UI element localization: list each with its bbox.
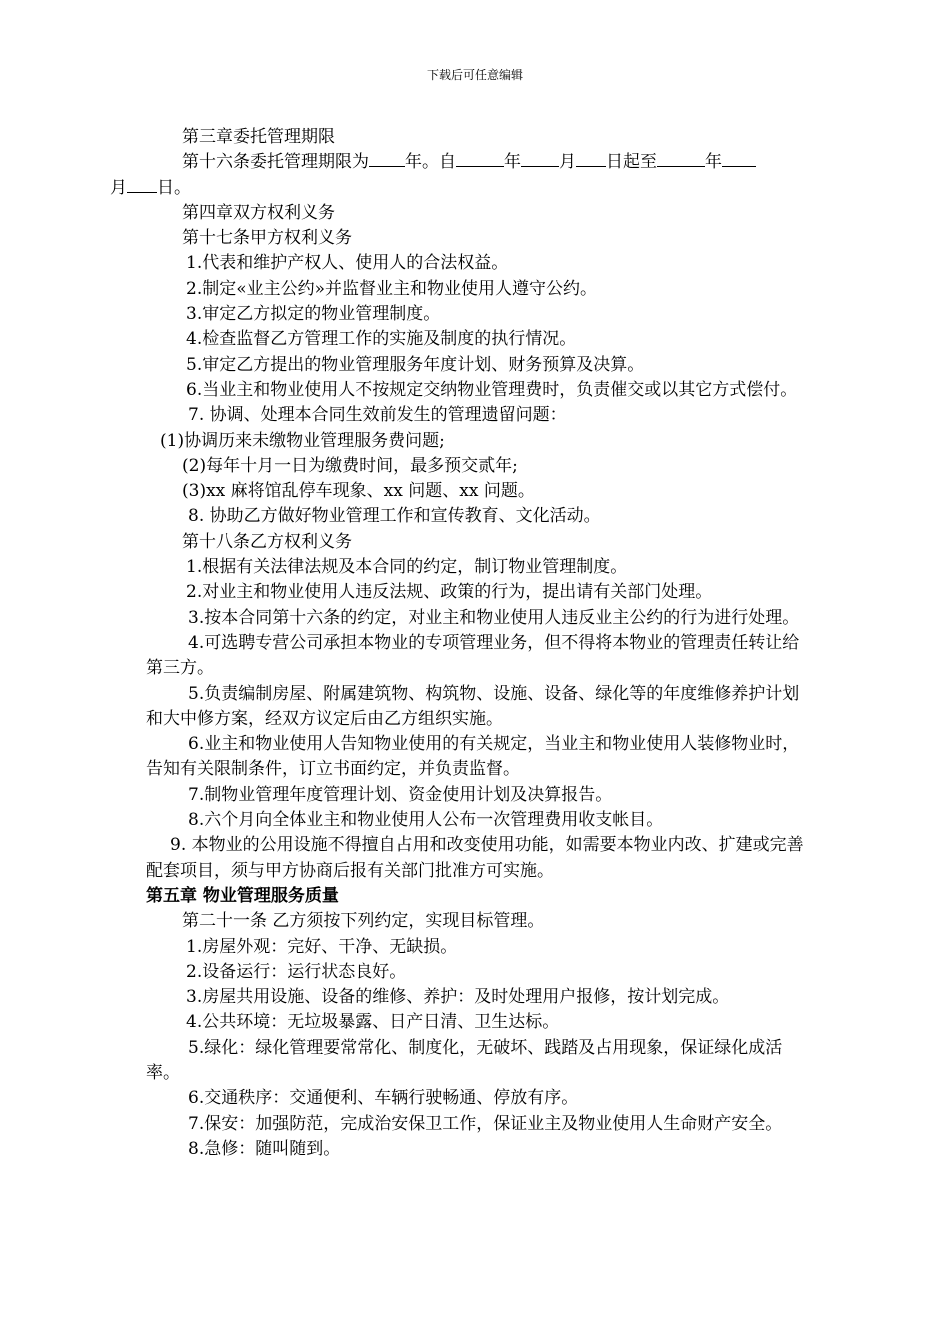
- article-18-item-2: 2.对业主和物业使用人违反法规、政策的行为，提出请有关部门处理。: [186, 582, 713, 603]
- article-18-item-6: 6.业主和物业使用人告知物业使用的有关规定，当业主和物业使用人装修物业时，告知有关限制条件，订立书面约定，并负责监督。: [146, 734, 800, 780]
- article-21-item-6: 6.交通秩序：交通便利、车辆行驶畅通、停放有序。: [188, 1088, 579, 1109]
- blank-start-year: [456, 150, 504, 167]
- blank-end-day: [127, 176, 157, 193]
- article-21-item-5: 5.绿化：绿化管理要常常化、制度化，无破坏、践踏及占用现象，保证绿化成活率。: [146, 1037, 783, 1083]
- article-17-title: 第十七条甲方权利义务: [182, 228, 352, 249]
- article-18-item-1: 1.根据有关法律法规及本合同的约定，制订物业管理制度。: [186, 557, 628, 578]
- document-body: [110, 125, 806, 1162]
- article-17-item-8: 8. 协助乙方做好物业管理工作和宣传教育、文化活动。: [188, 506, 601, 527]
- chapter-4-title: 第四章双方权利义务: [182, 202, 335, 223]
- article-18-item-4: 4.可选聘专营公司承担本物业的专项管理业务，但不得将本物业的管理责任转让给第三方。: [146, 632, 800, 679]
- article-17-item-1: 1.代表和维护产权人、使用人的合法权益。: [186, 253, 509, 274]
- article-21-item-3: 3.房屋共用设施、设备的维修、养护：及时处理用户报修，按计划完成。: [186, 987, 730, 1008]
- page-header: 下载后可任意编辑: [426, 68, 523, 82]
- article-18-title: 第十八条乙方权利义务: [182, 531, 352, 552]
- article-18-item-5: 5.负责编制房屋、附属建筑物、构筑物、设施、设备、绿化等的年度维修养护计划和大中修方案，经双方议定后由乙方组织实施。: [146, 683, 800, 729]
- article-18-item-9: 9. 本物业的公用设施不得擅自占用和改变使用功能，如需要本物业内改、扩建或完善配套项目，须与甲方协商后报有关部门批准方可实施。: [146, 835, 804, 881]
- chapter-3-title: 第三章委托管理期限: [182, 127, 335, 147]
- article-17-item-4: 4.检查监督乙方管理工作的实施及制度的执行情况。: [186, 329, 577, 350]
- article-17-subitem-2: (2)每年十月一日为缴费时间，最多预交贰年;: [182, 455, 518, 476]
- article-21-item-8: 8.急修：随叫随到。: [188, 1138, 341, 1159]
- article-18-item-8: 8.六个月向全体业主和物业使用人公布一次管理费用收支帐目。: [188, 810, 664, 831]
- chapter-5-title: 第五章 物业管理服务质量: [146, 885, 339, 906]
- blank-start-day: [576, 150, 606, 167]
- article-21-item-4: 4.公共环境：无垃圾暴露、日产日清、卫生达标。: [186, 1012, 560, 1033]
- article-17-subitem-3: (3)xx 麻将馆乱停车现象、xx 问题、xx 问题。: [182, 481, 535, 502]
- article-17-subitem-1: (1)协调历来未缴物业管理服务费问题;: [160, 430, 445, 451]
- article-21-title: 第二十一条 乙方须按下列约定，实现目标管理。: [182, 911, 545, 932]
- article-16: 第十六条委托管理期限为 年。自 年 月 日起至 年 月 日。: [146, 150, 806, 201]
- article-21-item-2: 2.设备运行：运行状态良好。: [186, 961, 407, 982]
- blank-end-month: [722, 150, 756, 167]
- article-18-item-3: 3.按本合同第十六条的约定，对业主和物业使用人违反业主公约的行为进行处理。: [188, 607, 800, 628]
- article-17-item-3: 3.审定乙方拟定的物业管理制度。: [186, 304, 441, 325]
- article-21-item-7: 7.保安：加强防范，完成治安保卫工作，保证业主及物业使用人生命财产安全。: [188, 1113, 783, 1134]
- article-17-item-6: 6.当业主和物业使用人不按规定交纳物业管理费时，负责催交或以其它方式偿付。: [186, 379, 798, 400]
- blank-years: [369, 150, 405, 167]
- article-17-item-7: 7. 协调、处理本合同生效前发生的管理遗留问题：: [188, 405, 567, 426]
- blank-end-year: [657, 150, 705, 167]
- article-18-item-7: 7.制物业管理年度管理计划、资金使用计划及决算报告。: [188, 784, 613, 805]
- article-17-item-5: 5.审定乙方提出的物业管理服务年度计划、财务预算及决算。: [186, 354, 645, 375]
- blank-start-month: [521, 150, 559, 167]
- article-17-item-2: 2.制定«业主公约»并监督业主和物业使用人遵守公约。: [186, 278, 598, 299]
- article-21-item-1: 1.房屋外观：完好、干净、无缺损。: [186, 936, 458, 957]
